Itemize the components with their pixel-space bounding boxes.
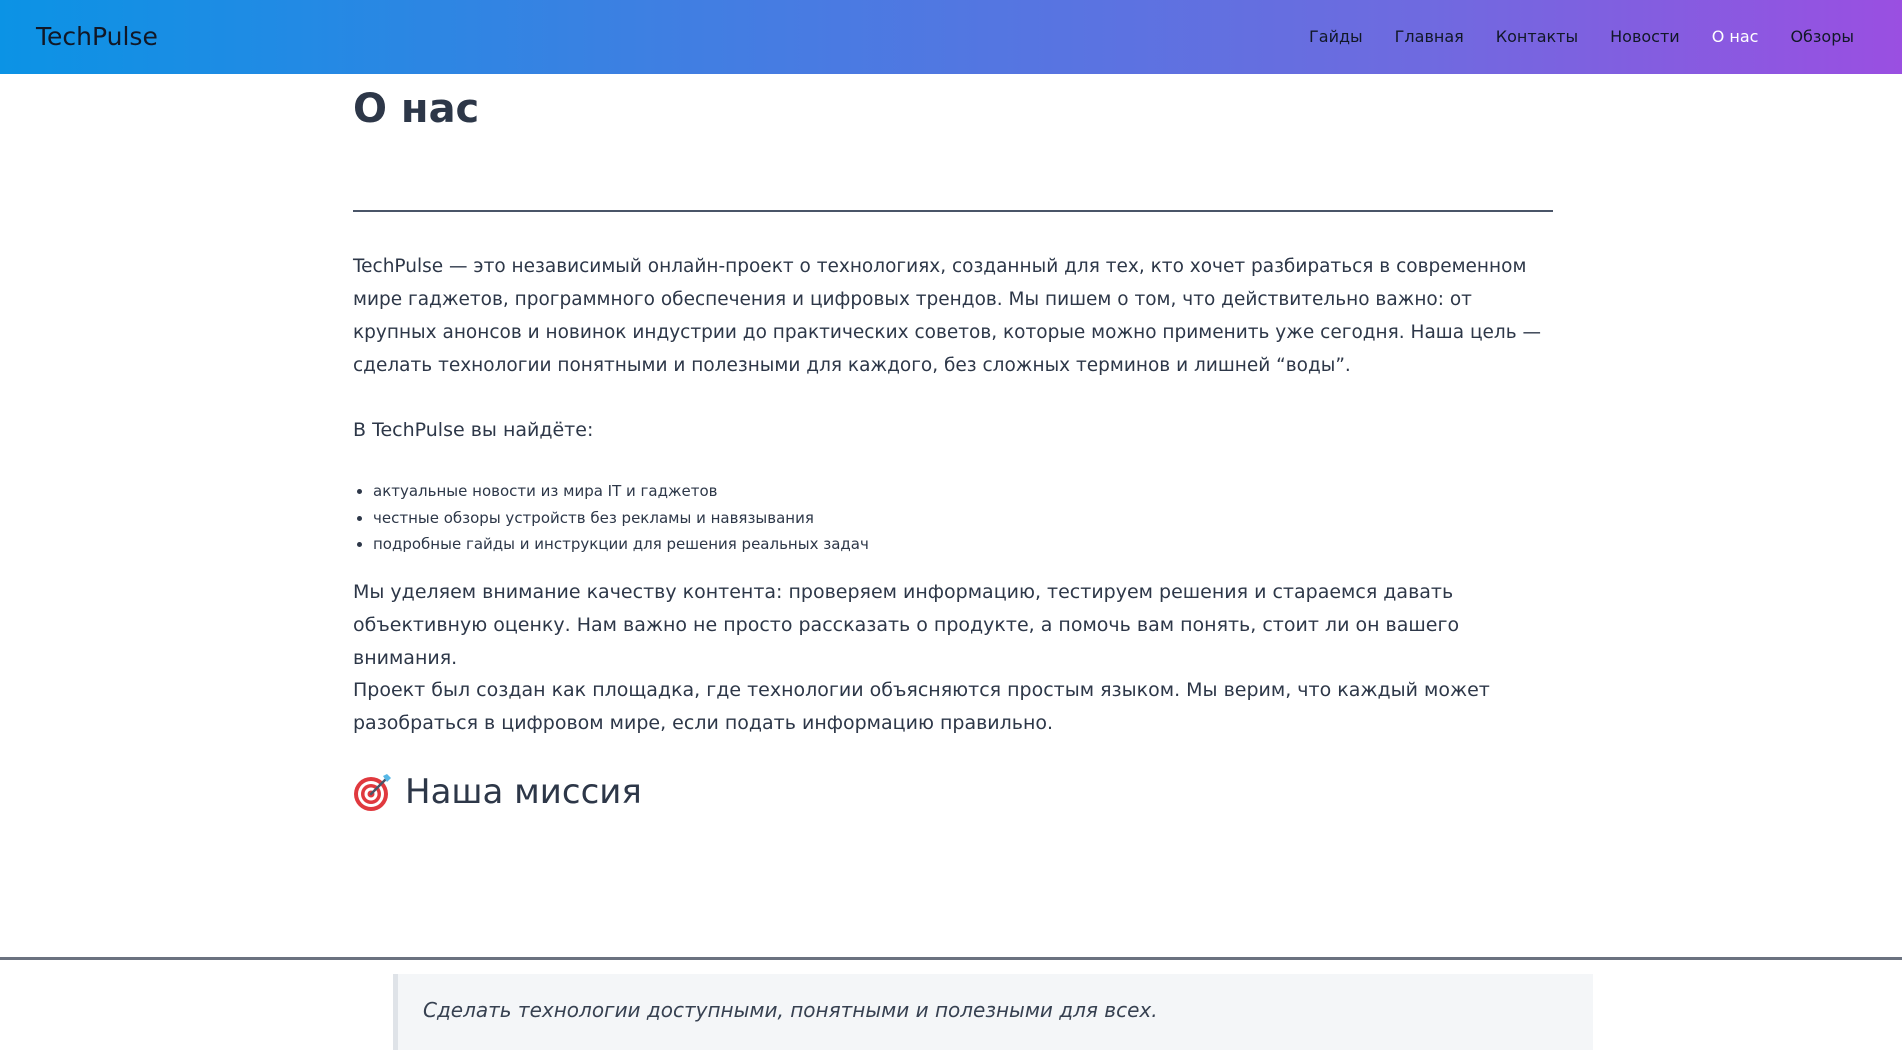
mission-heading [353,772,642,812]
mission-quote [393,974,1593,1050]
brand-logo-link[interactable]: TechPulse [36,22,158,51]
nav-link-news[interactable]: Новости [1610,27,1680,46]
mission-title: Наша миссия [405,772,642,812]
nav-link-contacts[interactable]: Контакты [1495,27,1579,46]
nav-link-reviews[interactable]: Обзоры [1790,27,1854,46]
nav-link-guides[interactable]: Гайды [1309,27,1363,46]
features-list [353,478,869,558]
nav-link-about[interactable]: О нас [1711,27,1759,46]
intro-paragraph: TechPulse — это независимый онлайн-проект о технологиях, созданный для тех, кто хочет разбираться в современном мире гаджетов, программного обеспечения и цифровых трендов. Мы пишем о том, что действительно важно: от крупных анонсов и новинок индустрии до практических советов, которые можно применить уже сегодня. Наша цель — сделать технологии понятными и полезными для каждого, без сложных терминов и лишней “воды”. [353,256,1542,376]
main-nav [1309,27,1854,46]
page-title: О нас [353,86,480,132]
features-intro: В TechPulse вы найдёте: [353,419,594,441]
list-item: • актуальные новости из мира IT и гаджетов [373,478,869,505]
target-icon [353,772,393,812]
quality-paragraph: Мы уделяем внимание качеству контента: проверяем информацию, тестируем решения и стараемся давать объективную оценку. Нам важно не просто рассказать о продукте, а помочь вам понять, стоит ли он вашего внимания. [353,581,1460,669]
list-item: • подробные гайды и инструкции для решения реальных задач [373,531,869,558]
project-paragraph: Проект был создан как площадка, где технологии объясняются простым языком. Мы верим, что каждый может разобраться в цифровом мире, если подать информацию правильно. [353,679,1490,734]
site-header [0,0,1902,74]
mission-quote-text: Сделать технологии доступными, понятными и полезными для всех. [423,998,1158,1022]
list-item: • честные обзоры устройств без рекламы и навязывания [373,505,869,532]
title-divider [353,210,1553,212]
nav-link-home[interactable]: Главная [1394,27,1464,46]
